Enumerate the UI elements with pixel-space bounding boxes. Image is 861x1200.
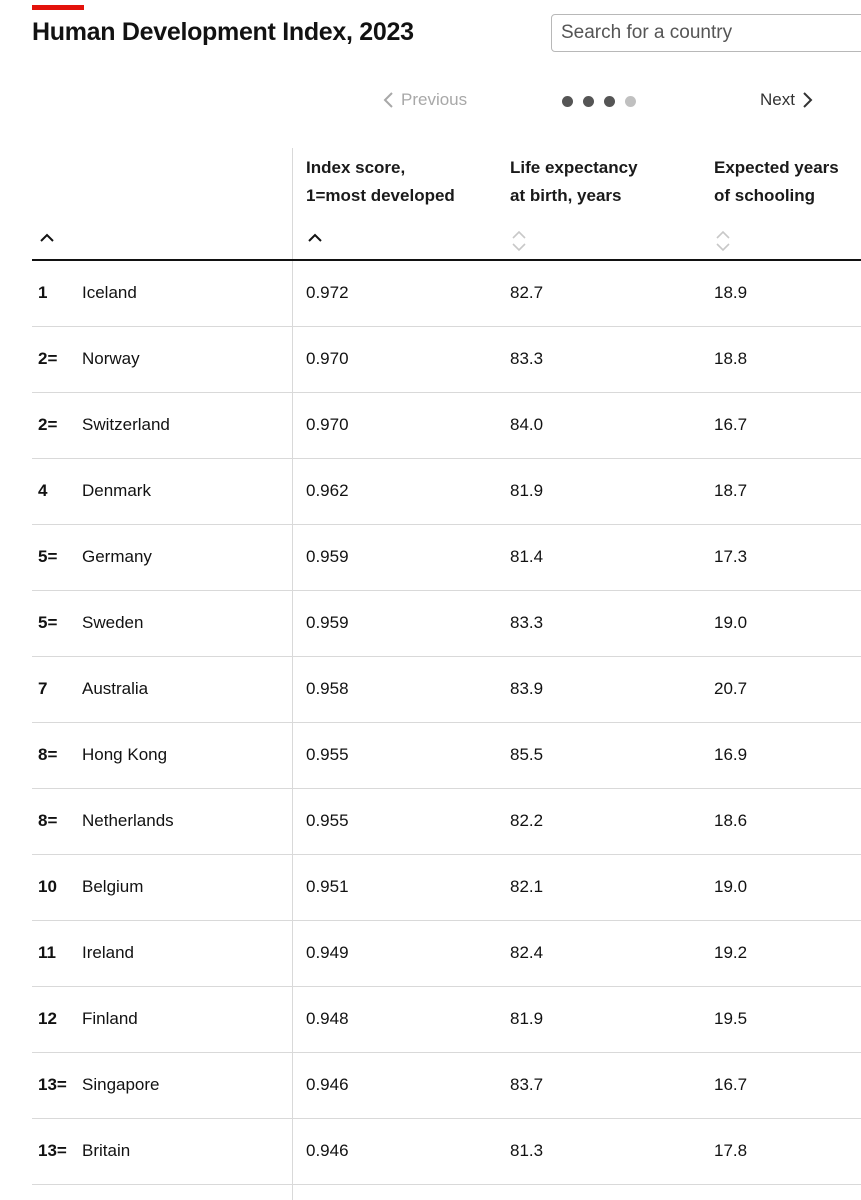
schooling-cell: 19.0 [714,613,748,632]
schooling-cell: 18.6 [714,811,748,830]
table-row [32,723,861,789]
life-expectancy-cell: 81.9 [510,481,544,500]
life-expectancy-cell: 82.4 [510,943,544,962]
table-row [32,855,861,921]
table-row [32,459,861,525]
schooling-cell: 19.2 [714,943,748,962]
table-body [32,261,861,1185]
previous-button[interactable] [382,90,467,110]
sort-unsorted-icon[interactable] [714,228,732,254]
table-row [32,327,861,393]
rank-cell: 12 [38,1009,57,1028]
table-row [32,393,861,459]
rank-cell: 11 [38,943,56,962]
previous-label: Previous [401,90,468,109]
chevron-left-icon [382,91,395,109]
rank-cell: 1 [38,283,48,302]
rank-cell: 10 [38,877,57,896]
schooling-cell: 19.0 [714,877,748,896]
index-cell: 0.955 [306,745,349,764]
country-cell: Hong Kong [82,745,168,764]
schooling-cell: 17.3 [714,547,748,566]
country-cell: Finland [82,1009,138,1028]
rank-cell: 13= [38,1075,67,1094]
table-row [32,1119,861,1185]
schooling-cell: 18.9 [714,283,748,302]
page-dot[interactable] [625,96,636,107]
country-cell: Switzerland [82,415,170,434]
life-expectancy-cell: 84.0 [510,415,544,434]
table-row [32,525,861,591]
life-expectancy-cell: 83.7 [510,1075,544,1094]
index-cell: 0.959 [306,547,349,566]
schooling-cell: 16.9 [714,745,748,764]
life-expectancy-cell: 83.9 [510,679,544,698]
country-cell: Singapore [82,1075,160,1094]
life-expectancy-cell: 83.3 [510,613,544,632]
page-title: Human Development Index, 2023 [32,18,414,46]
life-expectancy-cell: 85.5 [510,745,544,764]
schooling-cell: 16.7 [714,415,748,434]
index-cell: 0.946 [306,1141,349,1160]
page-indicator [562,96,636,107]
schooling-cell: 16.7 [714,1075,748,1094]
country-cell: Australia [82,679,149,698]
rank-cell: 8= [38,811,58,830]
index-cell: 0.951 [306,877,349,896]
rank-cell: 2= [38,349,58,368]
life-expectancy-cell: 81.4 [510,547,544,566]
page-dot[interactable] [583,96,594,107]
index-cell: 0.958 [306,679,349,698]
accent-bar [32,5,84,10]
rank-cell: 8= [38,745,58,764]
schooling-cell: 20.7 [714,679,748,698]
search-input[interactable] [551,14,861,52]
page-dot-current[interactable] [604,96,615,107]
table-row [32,987,861,1053]
table-row [32,261,861,327]
index-cell: 0.970 [306,415,349,434]
rank-cell: 5= [38,547,58,566]
country-cell: Iceland [82,283,137,302]
next-label: Next [760,90,795,109]
country-cell: Sweden [82,613,144,632]
country-cell: Netherlands [82,811,174,830]
chevron-right-icon [801,91,814,109]
index-cell: 0.972 [306,283,349,302]
index-cell: 0.959 [306,613,349,632]
schooling-cell: 18.7 [714,481,748,500]
index-cell: 0.948 [306,1009,349,1028]
life-expectancy-cell: 83.3 [510,349,544,368]
sort-ascending-icon[interactable] [306,228,324,254]
index-cell: 0.970 [306,349,349,368]
column-header-index: Index score, 1=most developed [306,158,455,205]
index-cell: 0.946 [306,1075,349,1094]
rank-cell: 5= [38,613,58,632]
schooling-cell: 19.5 [714,1009,748,1028]
index-cell: 0.949 [306,943,349,962]
life-expectancy-cell: 82.2 [510,811,544,830]
schooling-cell: 17.8 [714,1141,748,1160]
column-header-life-expectancy: Life expectancy at birth, years [510,158,638,205]
table-row [32,657,861,723]
country-cell: Germany [82,547,152,566]
life-expectancy-cell: 82.1 [510,877,544,896]
schooling-cell: 18.8 [714,349,748,368]
sort-unsorted-icon[interactable] [510,228,528,254]
index-cell: 0.962 [306,481,349,500]
country-cell: Denmark [82,481,151,500]
country-cell: Britain [82,1141,131,1160]
page-dot[interactable] [562,96,573,107]
table-row [32,1053,861,1119]
next-button[interactable] [760,90,814,110]
country-cell: Belgium [82,877,144,896]
rank-cell: 7 [38,679,48,698]
table-row [32,921,861,987]
rank-cell: 4 [38,481,48,500]
rank-cell: 13= [38,1141,67,1160]
rank-cell: 2= [38,415,58,434]
life-expectancy-cell: 82.7 [510,283,544,302]
life-expectancy-cell: 81.9 [510,1009,544,1028]
country-cell: Ireland [82,943,134,962]
sort-ascending-icon[interactable] [38,228,56,254]
life-expectancy-cell: 81.3 [510,1141,544,1160]
index-cell: 0.955 [306,811,349,830]
table-row [32,591,861,657]
country-cell: Norway [82,349,140,368]
table-row [32,789,861,855]
column-header-schooling: Expected years of schooling [714,158,839,205]
